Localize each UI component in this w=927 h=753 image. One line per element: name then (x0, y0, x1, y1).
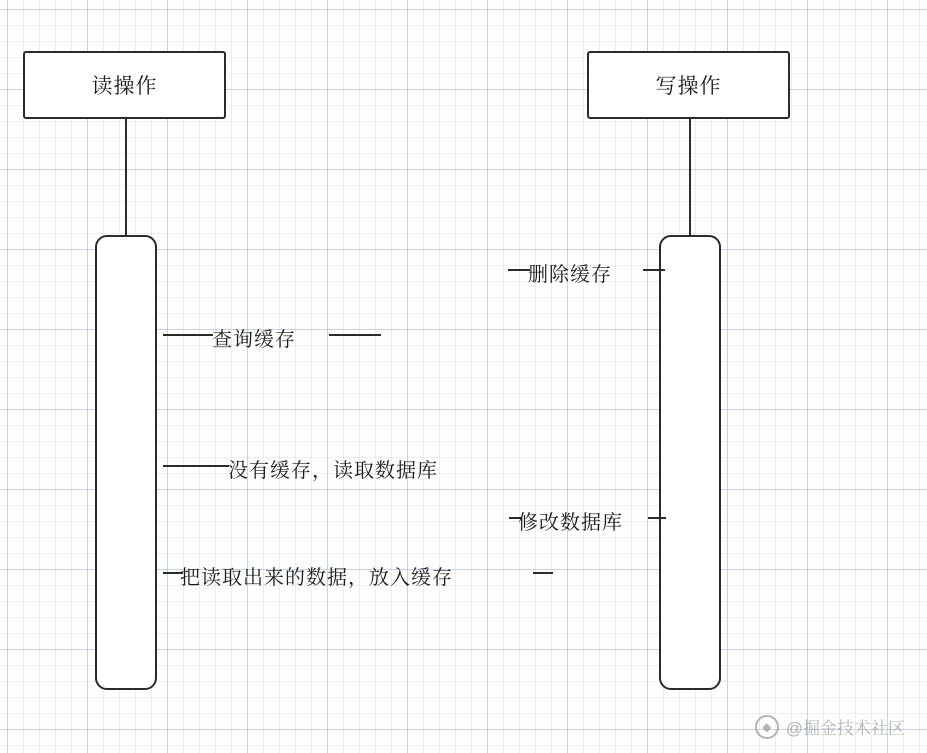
message-line-query-cache-left (163, 334, 213, 336)
activation-write[interactable] (659, 235, 721, 690)
message-label-no-cache-read-db: 没有缓存，读取数据库 (228, 460, 438, 482)
message-label-delete-cache: 删除缓存 (528, 264, 612, 286)
message-line-modify-db-right (648, 517, 666, 519)
message-line-no-cache-read-db (163, 465, 229, 467)
message-line-delete-cache-left (508, 269, 530, 271)
message-label-query-cache: 查询缓存 (212, 329, 296, 351)
actor-box-read[interactable] (23, 51, 226, 119)
actor-label-read: 读操作 (91, 75, 158, 98)
lifeline-read (125, 119, 127, 237)
message-line-delete-cache-right (643, 269, 665, 271)
actor-box-write[interactable] (587, 51, 790, 119)
watermark (755, 714, 905, 739)
gold-icon: ◆ (755, 715, 779, 739)
message-label-put-into-cache: 把读取出来的数据，放入缓存 (180, 567, 453, 589)
actor-label-write: 写操作 (655, 75, 722, 98)
activation-read[interactable] (95, 235, 157, 690)
watermark-text: @掘金技术社区 (785, 719, 905, 738)
lifeline-write (689, 119, 691, 237)
message-line-put-into-cache-right (533, 572, 553, 574)
message-line-query-cache-right (329, 334, 381, 336)
message-label-modify-db: 修改数据库 (518, 512, 623, 534)
